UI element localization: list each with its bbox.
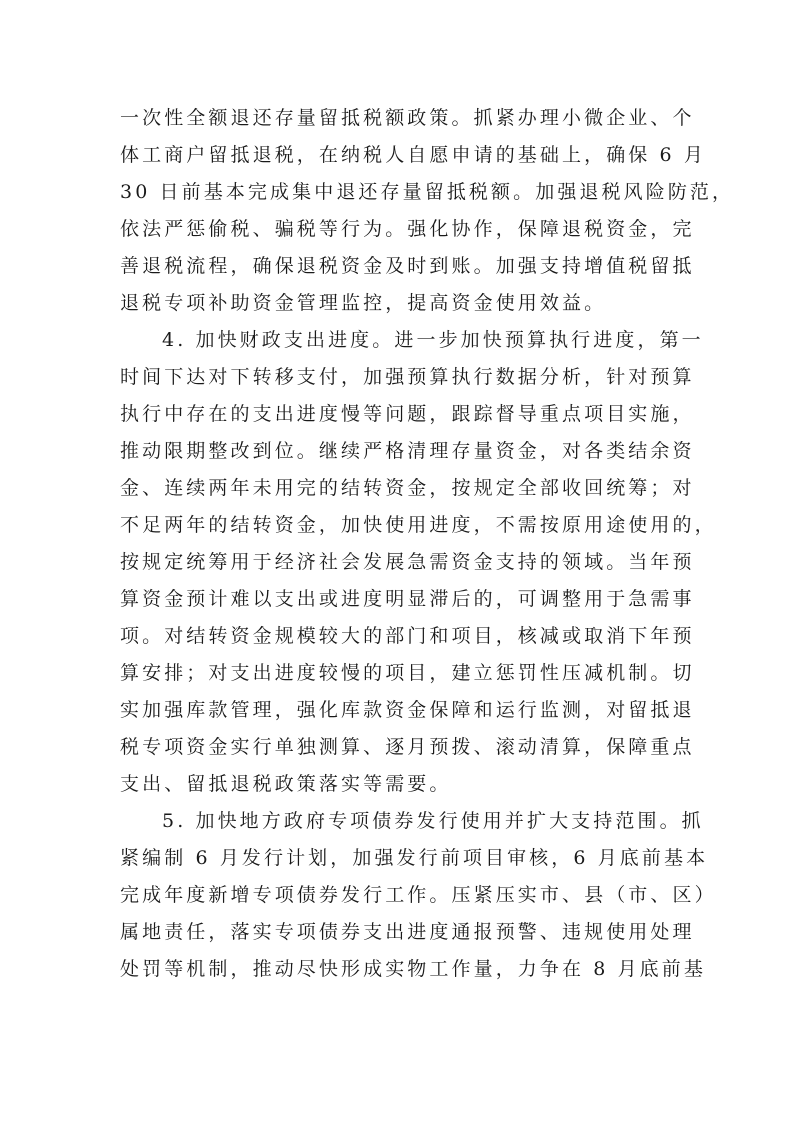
text-line: 30 日前基本完成集中退还存量留抵税额。加强退税风险防范， bbox=[120, 181, 735, 203]
document-page bbox=[120, 100, 735, 988]
text-line: 金、连续两年未用完的结转资金，按规定全部收回统筹；对 bbox=[120, 477, 695, 499]
text-line: 善退税流程，确保退税资金及时到账。加强支持增值税留抵 bbox=[120, 255, 695, 277]
text-line: 税专项资金实行单独测算、逐月预拨、滚动清算，保障重点 bbox=[120, 736, 695, 758]
text-line: 支出、留抵退税政策落实等需要。 bbox=[120, 773, 452, 795]
text-line: 算资金预计难以支出或进度明显滞后的，可调整用于急需事 bbox=[120, 588, 695, 610]
text-line: 不足两年的结转资金，加快使用进度，不需按原用途使用的， bbox=[120, 514, 717, 536]
text-line: 一次性全额退还存量留抵税额政策。抓紧办理小微企业、个 bbox=[120, 107, 695, 129]
paragraph-item-4-fiscal-spending bbox=[120, 322, 717, 803]
text-line: 执行中存在的支出进度慢等问题，跟踪督导重点项目实施， bbox=[120, 403, 695, 425]
text-line: 属地责任，落实专项债券支出进度通报预警、违规使用处理 bbox=[120, 921, 695, 943]
text-line: 时间下达对下转移支付，加强预算执行数据分析，针对预算 bbox=[120, 366, 695, 388]
text-line-first: 4. 加快财政支出进度。进一步加快预算执行进度，第一 bbox=[162, 329, 704, 351]
text-line: 项。对结转资金规模较大的部门和项目，核减或取消下年预 bbox=[120, 625, 695, 647]
text-line: 处罚等机制，推动尽快形成实物工作量，力争在 8 月底前基 bbox=[120, 958, 706, 980]
text-line: 退税专项补助资金管理监控，提高资金使用效益。 bbox=[120, 292, 607, 314]
text-line: 完成年度新增专项债券发行工作。压紧压实市、县（市、区） bbox=[120, 884, 717, 906]
paragraph-item-5-special-bonds bbox=[120, 803, 717, 988]
text-line-first: 5. 加快地方政府专项债券发行使用并扩大支持范围。抓 bbox=[162, 810, 704, 832]
text-line: 算安排；对支出进度较慢的项目，建立惩罚性压减机制。切 bbox=[120, 662, 695, 684]
paragraph-tax-refund-continuation bbox=[120, 100, 735, 322]
text-line: 体工商户留抵退税，在纳税人自愿申请的基础上，确保 6 月 bbox=[120, 144, 706, 166]
text-line: 推动限期整改到位。继续严格清理存量资金，对各类结余资 bbox=[120, 440, 695, 462]
text-line: 实加强库款管理，强化库款资金保障和运行监测，对留抵退 bbox=[120, 699, 695, 721]
text-line: 按规定统筹用于经济社会发展急需资金支持的领域。当年预 bbox=[120, 551, 695, 573]
text-line: 紧编制 6 月发行计划，加强发行前项目审核，6 月底前基本 bbox=[120, 847, 709, 869]
text-line: 依法严惩偷税、骗税等行为。强化协作，保障退税资金，完 bbox=[120, 218, 695, 240]
